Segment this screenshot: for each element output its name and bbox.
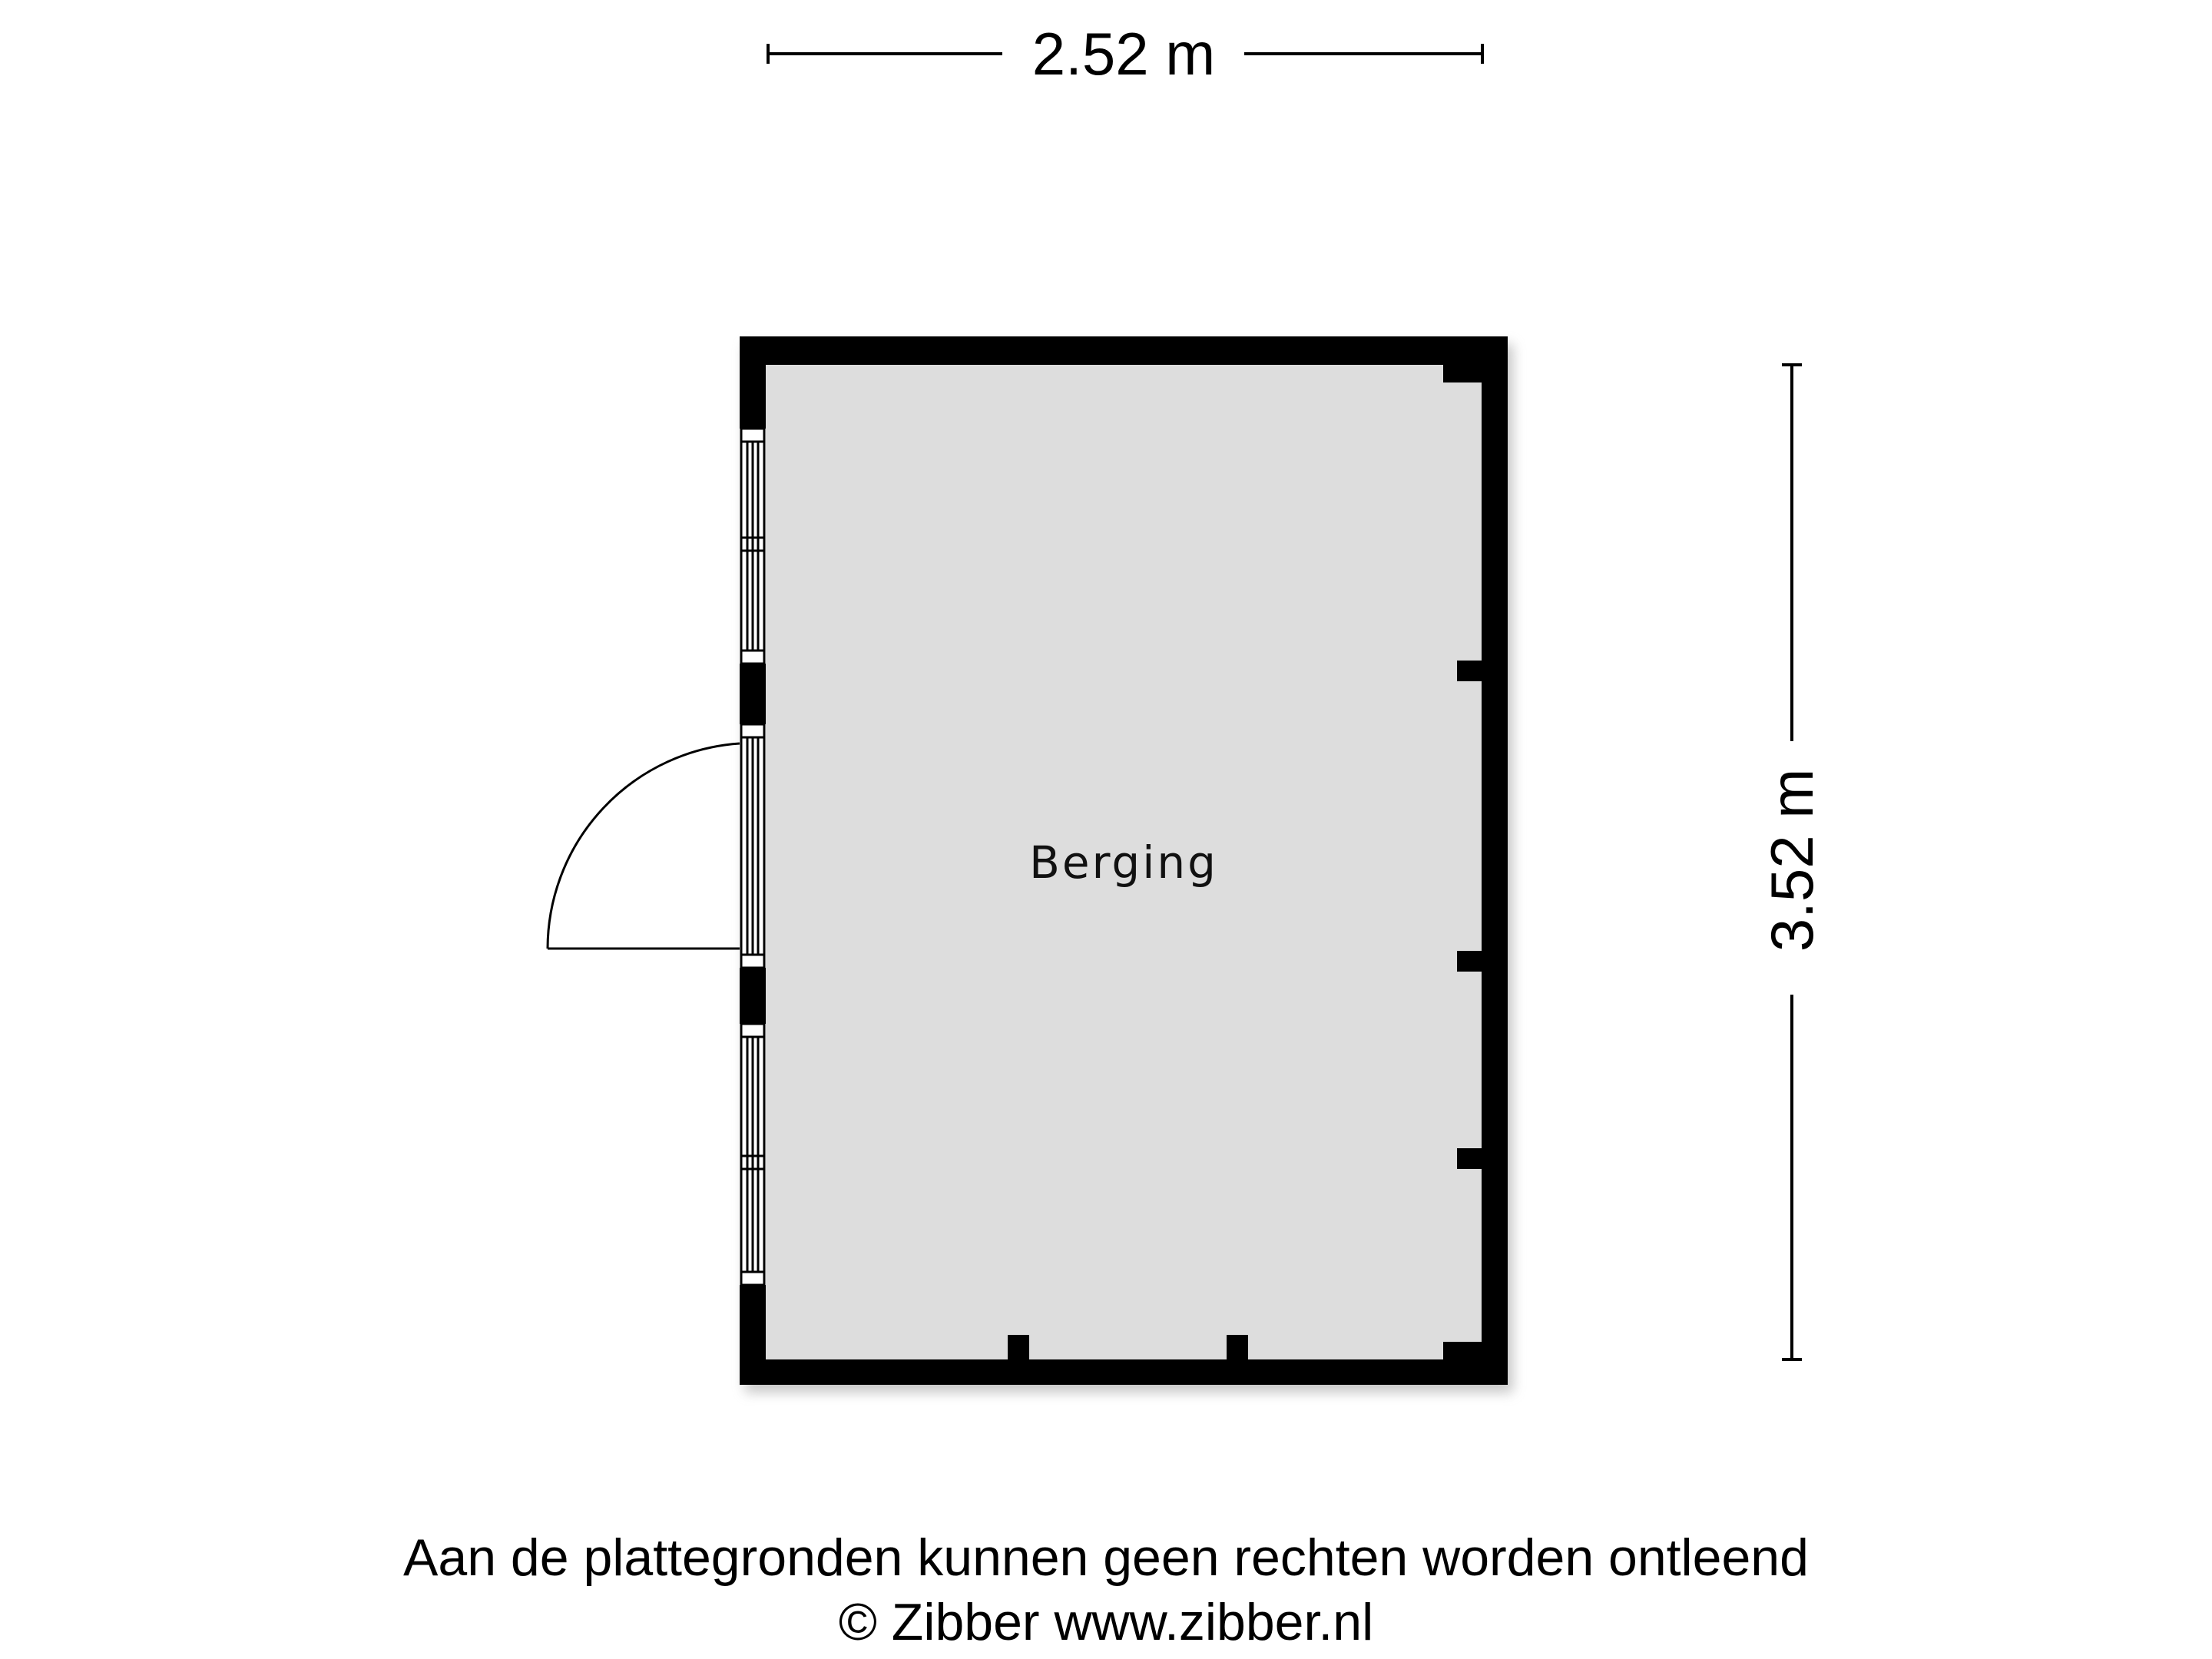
depth-dimension-label: 3.52 m	[1758, 768, 1826, 952]
pilaster-right-1	[1457, 661, 1482, 681]
width-dimension	[768, 20, 1482, 88]
room-label-berging: Berging	[1029, 836, 1218, 889]
pilaster-right-2	[1457, 951, 1482, 972]
footer-credit: © Zibber www.zibber.nl	[838, 1593, 1374, 1651]
door-swing	[548, 743, 740, 949]
corner-block-top-right	[1443, 365, 1482, 382]
pilaster-bottom-2	[1227, 1335, 1248, 1359]
pilaster-right-3	[1457, 1148, 1482, 1169]
footer-disclaimer: Aan de plattegronden kunnen geen rechten worden ontleend	[403, 1528, 1809, 1587]
corner-block-bottom-right	[1443, 1342, 1482, 1359]
depth-dimension	[1758, 365, 1826, 1359]
pilaster-bottom-1	[1008, 1335, 1029, 1359]
width-dimension-label: 2.52 m	[1031, 20, 1216, 88]
